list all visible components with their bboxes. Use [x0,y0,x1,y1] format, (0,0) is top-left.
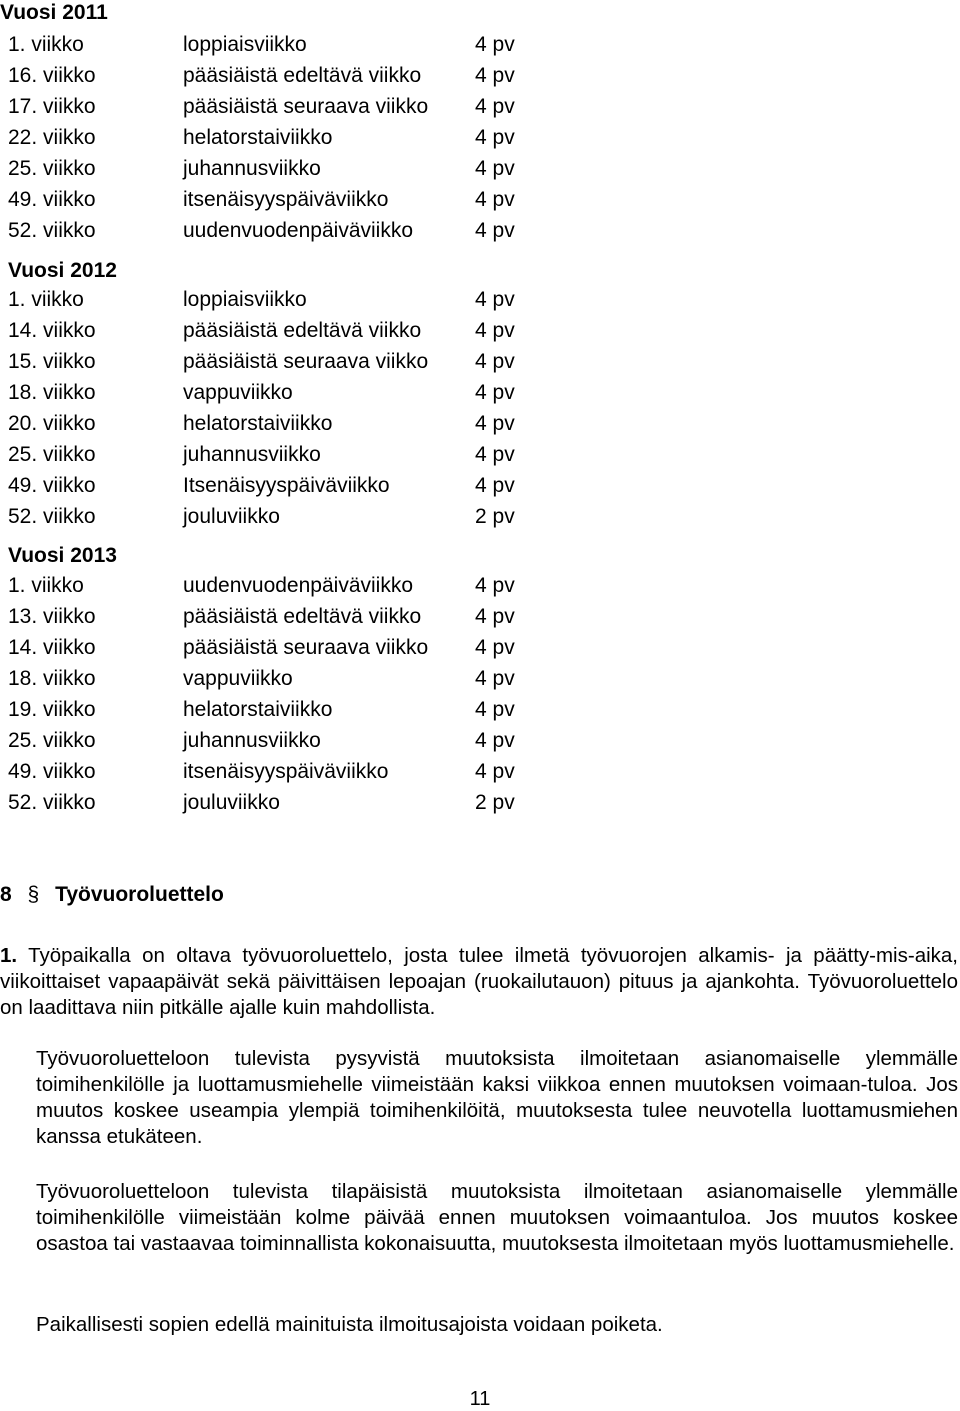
paragraph-2: Työvuoroluetteloon tulevista pysyvistä muutoksista ilmoitetaan asianomaiselle ylemmälle toimihenkilölle ja luottamusmiehelle viimeistään kaksi viikkoa ennen muutoksen voimaan-tuloa. Jos muutos koskee useampia ylempiä toimihenkilöitä, muutoksesta tulee neuvotella luottamusmiehen kanssa etukäteen. [36,1047,958,1148]
paragraph-number: 1. [0,944,18,967]
holiday-name: vappuviikko [183,667,293,690]
week-label: 14. viikko [8,636,96,659]
holiday-name: pääsiäistä seuraava viikko [183,350,429,373]
week-label: 25. viikko [8,157,96,180]
week-label: 52. viikko [8,505,96,528]
section-symbol: § [27,883,40,906]
week-label: 22. viikko [8,126,96,149]
holiday-name: uudenvuodenpäiväviikko [183,574,414,597]
days-count: 4 pv [475,667,515,690]
holiday-name: pääsiäistä edeltävä viikko [183,64,422,87]
holiday-name: pääsiäistä seuraava viikko [183,636,429,659]
days-count: 4 pv [475,729,515,752]
holiday-name: pääsiäistä seuraava viikko [183,95,429,118]
year-title-2011: Vuosi 2011 [0,1,108,24]
paragraph-1 [0,943,958,1021]
days-count: 4 pv [475,319,515,342]
days-count: 4 pv [475,126,515,149]
week-label: 1. viikko [8,33,84,56]
week-label: 25. viikko [8,443,96,466]
week-label: 15. viikko [8,350,96,373]
holiday-name: juhannusviikko [183,443,321,466]
week-label: 25. viikko [8,729,96,752]
week-label: 52. viikko [8,219,96,242]
holiday-name: itsenäisyyspäiväviikko [183,188,389,211]
holiday-name: vappuviikko [183,381,293,404]
week-label: 52. viikko [8,791,96,814]
paragraph-4: Paikallisesti sopien edellä mainituista ilmoitusajoista voidaan poiketa. [36,1313,663,1336]
days-count: 4 pv [475,605,515,628]
week-label: 18. viikko [8,667,96,690]
holiday-name: itsenäisyyspäiväviikko [183,760,389,783]
holiday-name: uudenvuodenpäiväviikko [183,219,414,242]
days-count: 4 pv [475,219,515,242]
holiday-name: helatorstaiviikko [183,126,333,149]
days-count: 2 pv [475,791,515,814]
week-label: 49. viikko [8,474,96,497]
week-label: 16. viikko [8,64,96,87]
year-title-2013: Vuosi 2013 [8,544,117,567]
holiday-name: helatorstaiviikko [183,412,333,435]
week-label: 20. viikko [8,412,96,435]
week-label: 19. viikko [8,698,96,721]
year-title-2012: Vuosi 2012 [8,259,117,282]
holiday-name: Itsenäisyyspäiväviikko [183,474,390,497]
holiday-name: pääsiäistä edeltävä viikko [183,605,422,628]
days-count: 4 pv [475,574,515,597]
week-label: 14. viikko [8,319,96,342]
holiday-name: loppiaisviikko [183,288,307,311]
section-title: Työvuoroluettelo [55,883,224,906]
days-count: 4 pv [475,95,515,118]
days-count: 4 pv [475,443,515,466]
paragraph-text: Työpaikalla on oltava työvuoroluettelo, josta tulee ilmetä työvuorojen alkamis- ja päätty-mis-aika, viikoittaiset vapaapäivät sekä päivittäisen lepoajan (ruokailutauon) pituus ja ajankohta. Työvuoroluettelo on laadittava niin pitkälle ajalle kuin mahdollista. [0,944,958,1019]
paragraph-3: Työvuoroluetteloon tulevista tilapäisistä muutoksista ilmoitetaan asianomaiselle ylemmälle toimihenkilölle viimeistään kolme päivää ennen muutoksen voimaantuloa. Jos muutos koskee osastoa tai vastaavaa toiminnallista kokonaisuutta, muutoksesta ilmoitetaan myös luottamusmiehelle. [36,1180,958,1255]
days-count: 4 pv [475,33,515,56]
holiday-name: loppiaisviikko [183,33,307,56]
days-count: 4 pv [475,412,515,435]
week-label: 49. viikko [8,188,96,211]
days-count: 4 pv [475,636,515,659]
days-count: 4 pv [475,760,515,783]
week-label: 13. viikko [8,605,96,628]
week-label: 1. viikko [8,574,84,597]
week-label: 1. viikko [8,288,84,311]
week-label: 49. viikko [8,760,96,783]
days-count: 4 pv [475,350,515,373]
days-count: 4 pv [475,288,515,311]
week-label: 17. viikko [8,95,96,118]
section-heading [0,882,224,908]
days-count: 4 pv [475,188,515,211]
days-count: 4 pv [475,381,515,404]
days-count: 4 pv [475,157,515,180]
week-label: 18. viikko [8,381,96,404]
days-count: 4 pv [475,64,515,87]
holiday-name: jouluviikko [183,791,280,814]
section-number: 8 [0,883,12,906]
holiday-name: jouluviikko [183,505,280,528]
holiday-name: juhannusviikko [183,157,321,180]
holiday-name: juhannusviikko [183,729,321,752]
days-count: 2 pv [475,505,515,528]
days-count: 4 pv [475,474,515,497]
page-number: 11 [469,1388,491,1410]
holiday-name: helatorstaiviikko [183,698,333,721]
days-count: 4 pv [475,698,515,721]
holiday-name: pääsiäistä edeltävä viikko [183,319,422,342]
